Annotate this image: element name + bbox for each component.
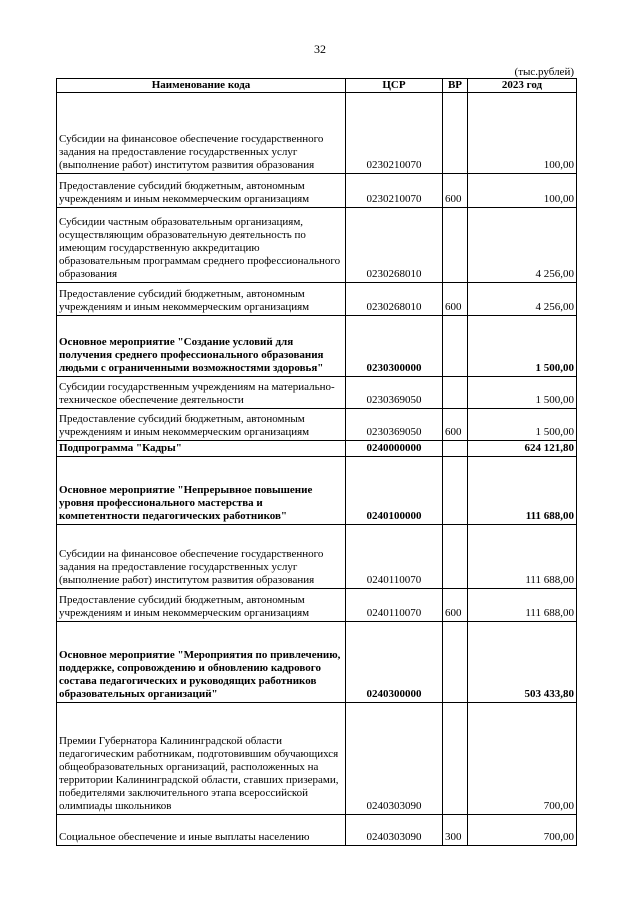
table-row bbox=[57, 208, 577, 283]
table-row bbox=[57, 93, 577, 174]
table-row bbox=[57, 316, 577, 377]
row-amount: 111 688,00 bbox=[468, 525, 577, 589]
row-vr bbox=[443, 441, 468, 457]
table-row bbox=[57, 815, 577, 846]
row-vr bbox=[443, 316, 468, 377]
row-vr bbox=[443, 93, 468, 174]
row-vr bbox=[443, 703, 468, 815]
row-amount: 4 256,00 bbox=[468, 208, 577, 283]
header-csr: ЦСР bbox=[346, 79, 443, 93]
row-vr bbox=[443, 457, 468, 525]
row-amount: 111 688,00 bbox=[468, 589, 577, 622]
row-vr bbox=[443, 622, 468, 703]
row-csr: 0240303090 bbox=[346, 815, 443, 846]
row-csr: 0240300000 bbox=[346, 622, 443, 703]
row-csr: 0230268010 bbox=[346, 283, 443, 316]
row-csr: 0230369050 bbox=[346, 409, 443, 441]
table-row bbox=[57, 525, 577, 589]
row-csr: 0240110070 bbox=[346, 589, 443, 622]
row-name: Социальное обеспечение и иные выплаты населению bbox=[57, 815, 346, 846]
budget-table bbox=[56, 78, 577, 846]
row-amount: 700,00 bbox=[468, 815, 577, 846]
header-vr: ВР bbox=[443, 79, 468, 93]
table-row bbox=[57, 703, 577, 815]
row-amount: 503 433,80 bbox=[468, 622, 577, 703]
row-amount: 700,00 bbox=[468, 703, 577, 815]
table-row bbox=[57, 441, 577, 457]
row-vr bbox=[443, 525, 468, 589]
units-label: (тыс.рублей) bbox=[514, 66, 574, 78]
page-number: 32 bbox=[314, 42, 326, 56]
row-name: Предоставление субсидий бюджетным, автономным учреждениям и иным некоммерческим организациям bbox=[57, 409, 346, 441]
table-header-row bbox=[57, 79, 577, 93]
row-vr: 600 bbox=[443, 409, 468, 441]
table-row bbox=[57, 174, 577, 208]
row-name: Предоставление субсидий бюджетным, автономным учреждениям и иным некоммерческим организациям bbox=[57, 589, 346, 622]
row-csr: 0230268010 bbox=[346, 208, 443, 283]
row-name: Основное мероприятие "Непрерывное повышение уровня профессионального мастерства и компетентности педагогических работников" bbox=[57, 457, 346, 525]
row-csr: 0240110070 bbox=[346, 525, 443, 589]
row-name: Предоставление субсидий бюджетным, автономным учреждениям и иным некоммерческим организациям bbox=[57, 283, 346, 316]
row-vr: 600 bbox=[443, 283, 468, 316]
row-amount: 4 256,00 bbox=[468, 283, 577, 316]
row-amount: 100,00 bbox=[468, 174, 577, 208]
row-name: Подпрограмма "Кадры" bbox=[57, 441, 346, 457]
row-amount: 1 500,00 bbox=[468, 409, 577, 441]
header-name: Наименование кода bbox=[57, 79, 346, 93]
row-csr: 0230210070 bbox=[346, 174, 443, 208]
row-amount: 1 500,00 bbox=[468, 377, 577, 409]
row-name: Премии Губернатора Калининградской области педагогическим работникам, подготовившим обучающихся общеобразовательных организаций, расположенных на территории Калининградской области, ставших призерами, победителями заключительного этапа всероссийской олимпиады школьников bbox=[57, 703, 346, 815]
table-row bbox=[57, 589, 577, 622]
row-name: Субсидии на финансовое обеспечение государственного задания на предоставление государственных услуг (выполнение работ) институтом развития образования bbox=[57, 525, 346, 589]
row-vr bbox=[443, 377, 468, 409]
table-row bbox=[57, 377, 577, 409]
row-name: Субсидии частным образовательным организациям, осуществляющим образовательную деятельность по имеющим государственную аккредитацию образовательным программам среднего профессионального образования bbox=[57, 208, 346, 283]
row-vr: 300 bbox=[443, 815, 468, 846]
row-name: Субсидии на финансовое обеспечение государственного задания на предоставление государственных услуг (выполнение работ) институтом развития образования bbox=[57, 93, 346, 174]
table-row bbox=[57, 409, 577, 441]
header-year: 2023 год bbox=[468, 79, 577, 93]
row-name: Основное мероприятие "Мероприятия по привлечению, поддержке, сопровождению и обновлению кадрового состава педагогических и руководящих работников образовательных организаций" bbox=[57, 622, 346, 703]
table-row bbox=[57, 283, 577, 316]
row-csr: 0240303090 bbox=[346, 703, 443, 815]
row-name: Предоставление субсидий бюджетным, автономным учреждениям и иным некоммерческим организациям bbox=[57, 174, 346, 208]
row-csr: 0230369050 bbox=[346, 377, 443, 409]
row-amount: 624 121,80 bbox=[468, 441, 577, 457]
row-amount: 111 688,00 bbox=[468, 457, 577, 525]
row-vr bbox=[443, 208, 468, 283]
row-vr: 600 bbox=[443, 174, 468, 208]
row-csr: 0230210070 bbox=[346, 93, 443, 174]
table-row bbox=[57, 457, 577, 525]
row-amount: 100,00 bbox=[468, 93, 577, 174]
row-csr: 0230300000 bbox=[346, 316, 443, 377]
row-vr: 600 bbox=[443, 589, 468, 622]
row-name: Субсидии государственным учреждениям на материально-техническое обеспечение деятельности bbox=[57, 377, 346, 409]
row-csr: 0240100000 bbox=[346, 457, 443, 525]
table-row bbox=[57, 622, 577, 703]
row-name: Основное мероприятие "Создание условий для получения среднего профессионального образования людьми с ограниченными возможностями здоровья" bbox=[57, 316, 346, 377]
row-amount: 1 500,00 bbox=[468, 316, 577, 377]
row-csr: 0240000000 bbox=[346, 441, 443, 457]
